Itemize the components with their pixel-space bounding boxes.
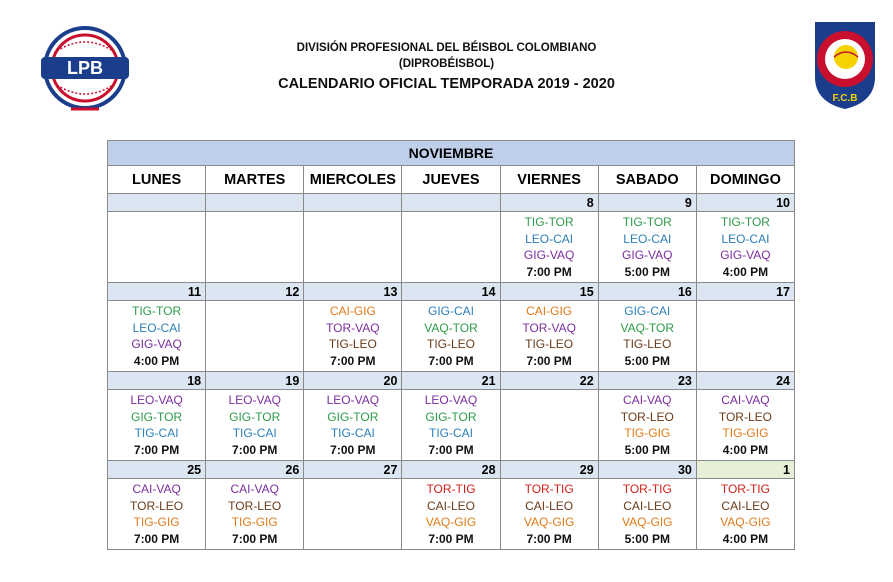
matchup: VAQ-TOR	[424, 320, 478, 335]
date-number: 23	[598, 372, 696, 390]
day-cell	[598, 390, 696, 461]
day-cell	[108, 479, 206, 550]
day-cell	[696, 479, 794, 550]
matchup: GIG-TOR	[229, 409, 281, 424]
day-cell	[696, 390, 794, 461]
date-number: 21	[402, 372, 500, 390]
day-cell	[402, 301, 500, 372]
date-number: 15	[500, 283, 598, 301]
day-cell	[108, 390, 206, 461]
date-number: 10	[696, 194, 794, 212]
matchup: GIG-TOR	[425, 409, 477, 424]
game-time: 7:00 PM	[428, 531, 474, 546]
game-time: 7:00 PM	[526, 531, 572, 546]
matchup: CAI-GIG	[526, 304, 573, 318]
date-number: 16	[598, 283, 696, 301]
date-number: 29	[500, 461, 598, 479]
game-time: 5:00 PM	[624, 264, 670, 279]
matchup: TIG-CAI	[232, 426, 277, 440]
matchup: TOR-VAQ	[522, 320, 576, 335]
matchup: TIG-TOR	[720, 215, 770, 229]
games-row	[108, 212, 795, 283]
date-number	[402, 194, 500, 212]
date-number: 26	[206, 461, 304, 479]
matchup: LEO-CAI	[623, 231, 672, 246]
date-number: 13	[304, 283, 402, 301]
matchup: TOR-LEO	[228, 498, 282, 513]
matchup: TOR-TIG	[622, 482, 672, 496]
matchup: TIG-CAI	[330, 426, 375, 440]
date-number: 27	[304, 461, 402, 479]
games-row	[108, 390, 795, 461]
date-number: 14	[402, 283, 500, 301]
matchup: TIG-GIG	[231, 515, 278, 529]
matchup: LEO-CAI	[525, 231, 574, 246]
matchup: CAI-GIG	[329, 304, 376, 318]
date-number: 8	[500, 194, 598, 212]
matchup: CAI-VAQ	[132, 482, 181, 496]
matchup: TOR-VAQ	[326, 320, 380, 335]
matchup: TIG-GIG	[624, 426, 671, 440]
date-number: 30	[598, 461, 696, 479]
matchup: CAI-VAQ	[230, 482, 279, 496]
game-time: 7:00 PM	[428, 353, 474, 368]
game-time: 4:00 PM	[133, 353, 180, 368]
game-time: 7:00 PM	[133, 442, 180, 457]
day-cell	[696, 212, 794, 283]
day-cell	[206, 301, 304, 372]
matchup: TIG-GIG	[722, 426, 769, 440]
matchup: LEO-CAI	[721, 231, 770, 246]
games-row	[108, 479, 795, 550]
date-number	[304, 194, 402, 212]
games-row	[108, 301, 795, 372]
game-time: 7:00 PM	[428, 442, 474, 457]
day-cell	[598, 479, 696, 550]
date-number: 11	[108, 283, 206, 301]
matchup: TOR-TIG	[426, 482, 476, 496]
date-number: 25	[108, 461, 206, 479]
game-time: 4:00 PM	[722, 531, 769, 546]
matchup: GIG-VAQ	[523, 248, 575, 262]
date-row	[108, 283, 795, 301]
matchup: VAQ-TOR	[620, 320, 675, 335]
weekday-header: SABADO	[598, 166, 696, 194]
matchup: GIG-VAQ	[720, 248, 771, 262]
matchup: LEO-VAQ	[130, 393, 183, 407]
day-cell	[696, 301, 794, 372]
game-time: 4:00 PM	[722, 264, 769, 279]
day-cell	[304, 301, 402, 372]
day-cell	[402, 212, 500, 283]
matchup: TOR-LEO	[620, 409, 674, 424]
month-title: NOVIEMBRE	[108, 141, 795, 166]
matchup: CAI-LEO	[426, 498, 475, 513]
date-number: 19	[206, 372, 304, 390]
game-time: 7:00 PM	[232, 442, 278, 457]
matchup: TIG-LEO	[525, 337, 574, 351]
date-number: 22	[500, 372, 598, 390]
day-cell	[108, 212, 206, 283]
day-cell	[304, 390, 402, 461]
day-cell	[598, 212, 696, 283]
matchup: TIG-LEO	[328, 337, 377, 351]
game-time: 7:00 PM	[526, 353, 572, 368]
weekday-header-row	[108, 166, 795, 194]
game-time: 7:00 PM	[330, 442, 376, 457]
matchup: TIG-TOR	[524, 215, 574, 229]
matchup: GIG-CAI	[624, 304, 671, 318]
matchup: LEO-VAQ	[424, 393, 478, 407]
date-row	[108, 372, 795, 390]
matchup: VAQ-GIG	[622, 515, 673, 529]
game-time: 5:00 PM	[624, 442, 670, 457]
matchup: GIG-TOR	[131, 409, 183, 424]
day-cell	[206, 212, 304, 283]
day-cell	[206, 479, 304, 550]
game-time: 5:00 PM	[624, 531, 670, 546]
calendar-table	[107, 140, 795, 550]
day-cell	[500, 390, 598, 461]
date-number: 28	[402, 461, 500, 479]
matchup: TOR-LEO	[130, 498, 184, 513]
matchup: LEO-VAQ	[326, 393, 380, 407]
matchup: GIG-CAI	[427, 304, 474, 318]
matchup: TIG-LEO	[623, 337, 672, 351]
date-number: 20	[304, 372, 402, 390]
day-cell	[402, 479, 500, 550]
game-time: 7:00 PM	[330, 353, 376, 368]
game-time: 5:00 PM	[624, 353, 670, 368]
date-number: 1	[696, 461, 794, 479]
matchup: VAQ-GIG	[523, 515, 575, 529]
day-cell	[500, 301, 598, 372]
matchup: CAI-VAQ	[623, 393, 672, 407]
date-row	[108, 194, 795, 212]
weekday-header: JUEVES	[402, 166, 500, 194]
matchup: GIG-VAQ	[131, 337, 182, 351]
matchup: TOR-TIG	[720, 482, 770, 496]
date-number: 17	[696, 283, 794, 301]
weekday-header: MARTES	[206, 166, 304, 194]
matchup: CAI-LEO	[721, 498, 770, 513]
matchup: CAI-LEO	[623, 498, 672, 513]
matchup: TIG-LEO	[426, 337, 475, 351]
weekday-header: MIERCOLES	[304, 166, 402, 194]
matchup: TIG-GIG	[133, 515, 180, 529]
matchup: TOR-TIG	[524, 482, 574, 496]
day-cell	[206, 390, 304, 461]
day-cell	[500, 479, 598, 550]
day-cell	[304, 212, 402, 283]
game-time: 7:00 PM	[133, 531, 180, 546]
date-number: 12	[206, 283, 304, 301]
matchup: CAI-VAQ	[721, 393, 770, 407]
matchup: TIG-CAI	[134, 426, 179, 440]
matchup: GIG-VAQ	[622, 248, 673, 262]
weekday-header: VIERNES	[500, 166, 598, 194]
day-cell	[598, 301, 696, 372]
day-cell	[500, 212, 598, 283]
matchup: VAQ-GIG	[720, 515, 771, 529]
day-cell	[402, 390, 500, 461]
matchup: GIG-TOR	[327, 409, 379, 424]
matchup: TIG-TOR	[622, 215, 672, 229]
page-title: CALENDARIO OFICIAL TEMPORADA 2019 - 2020	[278, 76, 615, 92]
matchup: TIG-TOR	[132, 304, 182, 318]
game-time: 4:00 PM	[722, 442, 769, 457]
header-line-1: DIVISIÓN PROFESIONAL DEL BÉISBOL COLOMBIANO	[296, 42, 597, 54]
fcb-logo-text: F.C.B	[832, 93, 858, 104]
matchup: TIG-CAI	[428, 426, 473, 440]
matchup: TOR-LEO	[718, 409, 772, 424]
date-number: 18	[108, 372, 206, 390]
date-number	[206, 194, 304, 212]
header-line-2: (DIPROBÉISBOL)	[398, 58, 495, 70]
matchup: LEO-CAI	[132, 320, 181, 335]
lpb-logo-text: LPB	[67, 58, 103, 78]
game-time: 7:00 PM	[526, 264, 572, 279]
game-time: 7:00 PM	[232, 531, 278, 546]
day-cell	[108, 301, 206, 372]
matchup: LEO-VAQ	[228, 393, 281, 407]
date-row	[108, 461, 795, 479]
date-number: 24	[696, 372, 794, 390]
day-cell	[304, 479, 402, 550]
date-number	[108, 194, 206, 212]
matchup: VAQ-GIG	[425, 515, 477, 529]
weekday-header: DOMINGO	[696, 166, 794, 194]
matchup: CAI-LEO	[525, 498, 574, 513]
weekday-header: LUNES	[108, 166, 206, 194]
date-number: 9	[598, 194, 696, 212]
